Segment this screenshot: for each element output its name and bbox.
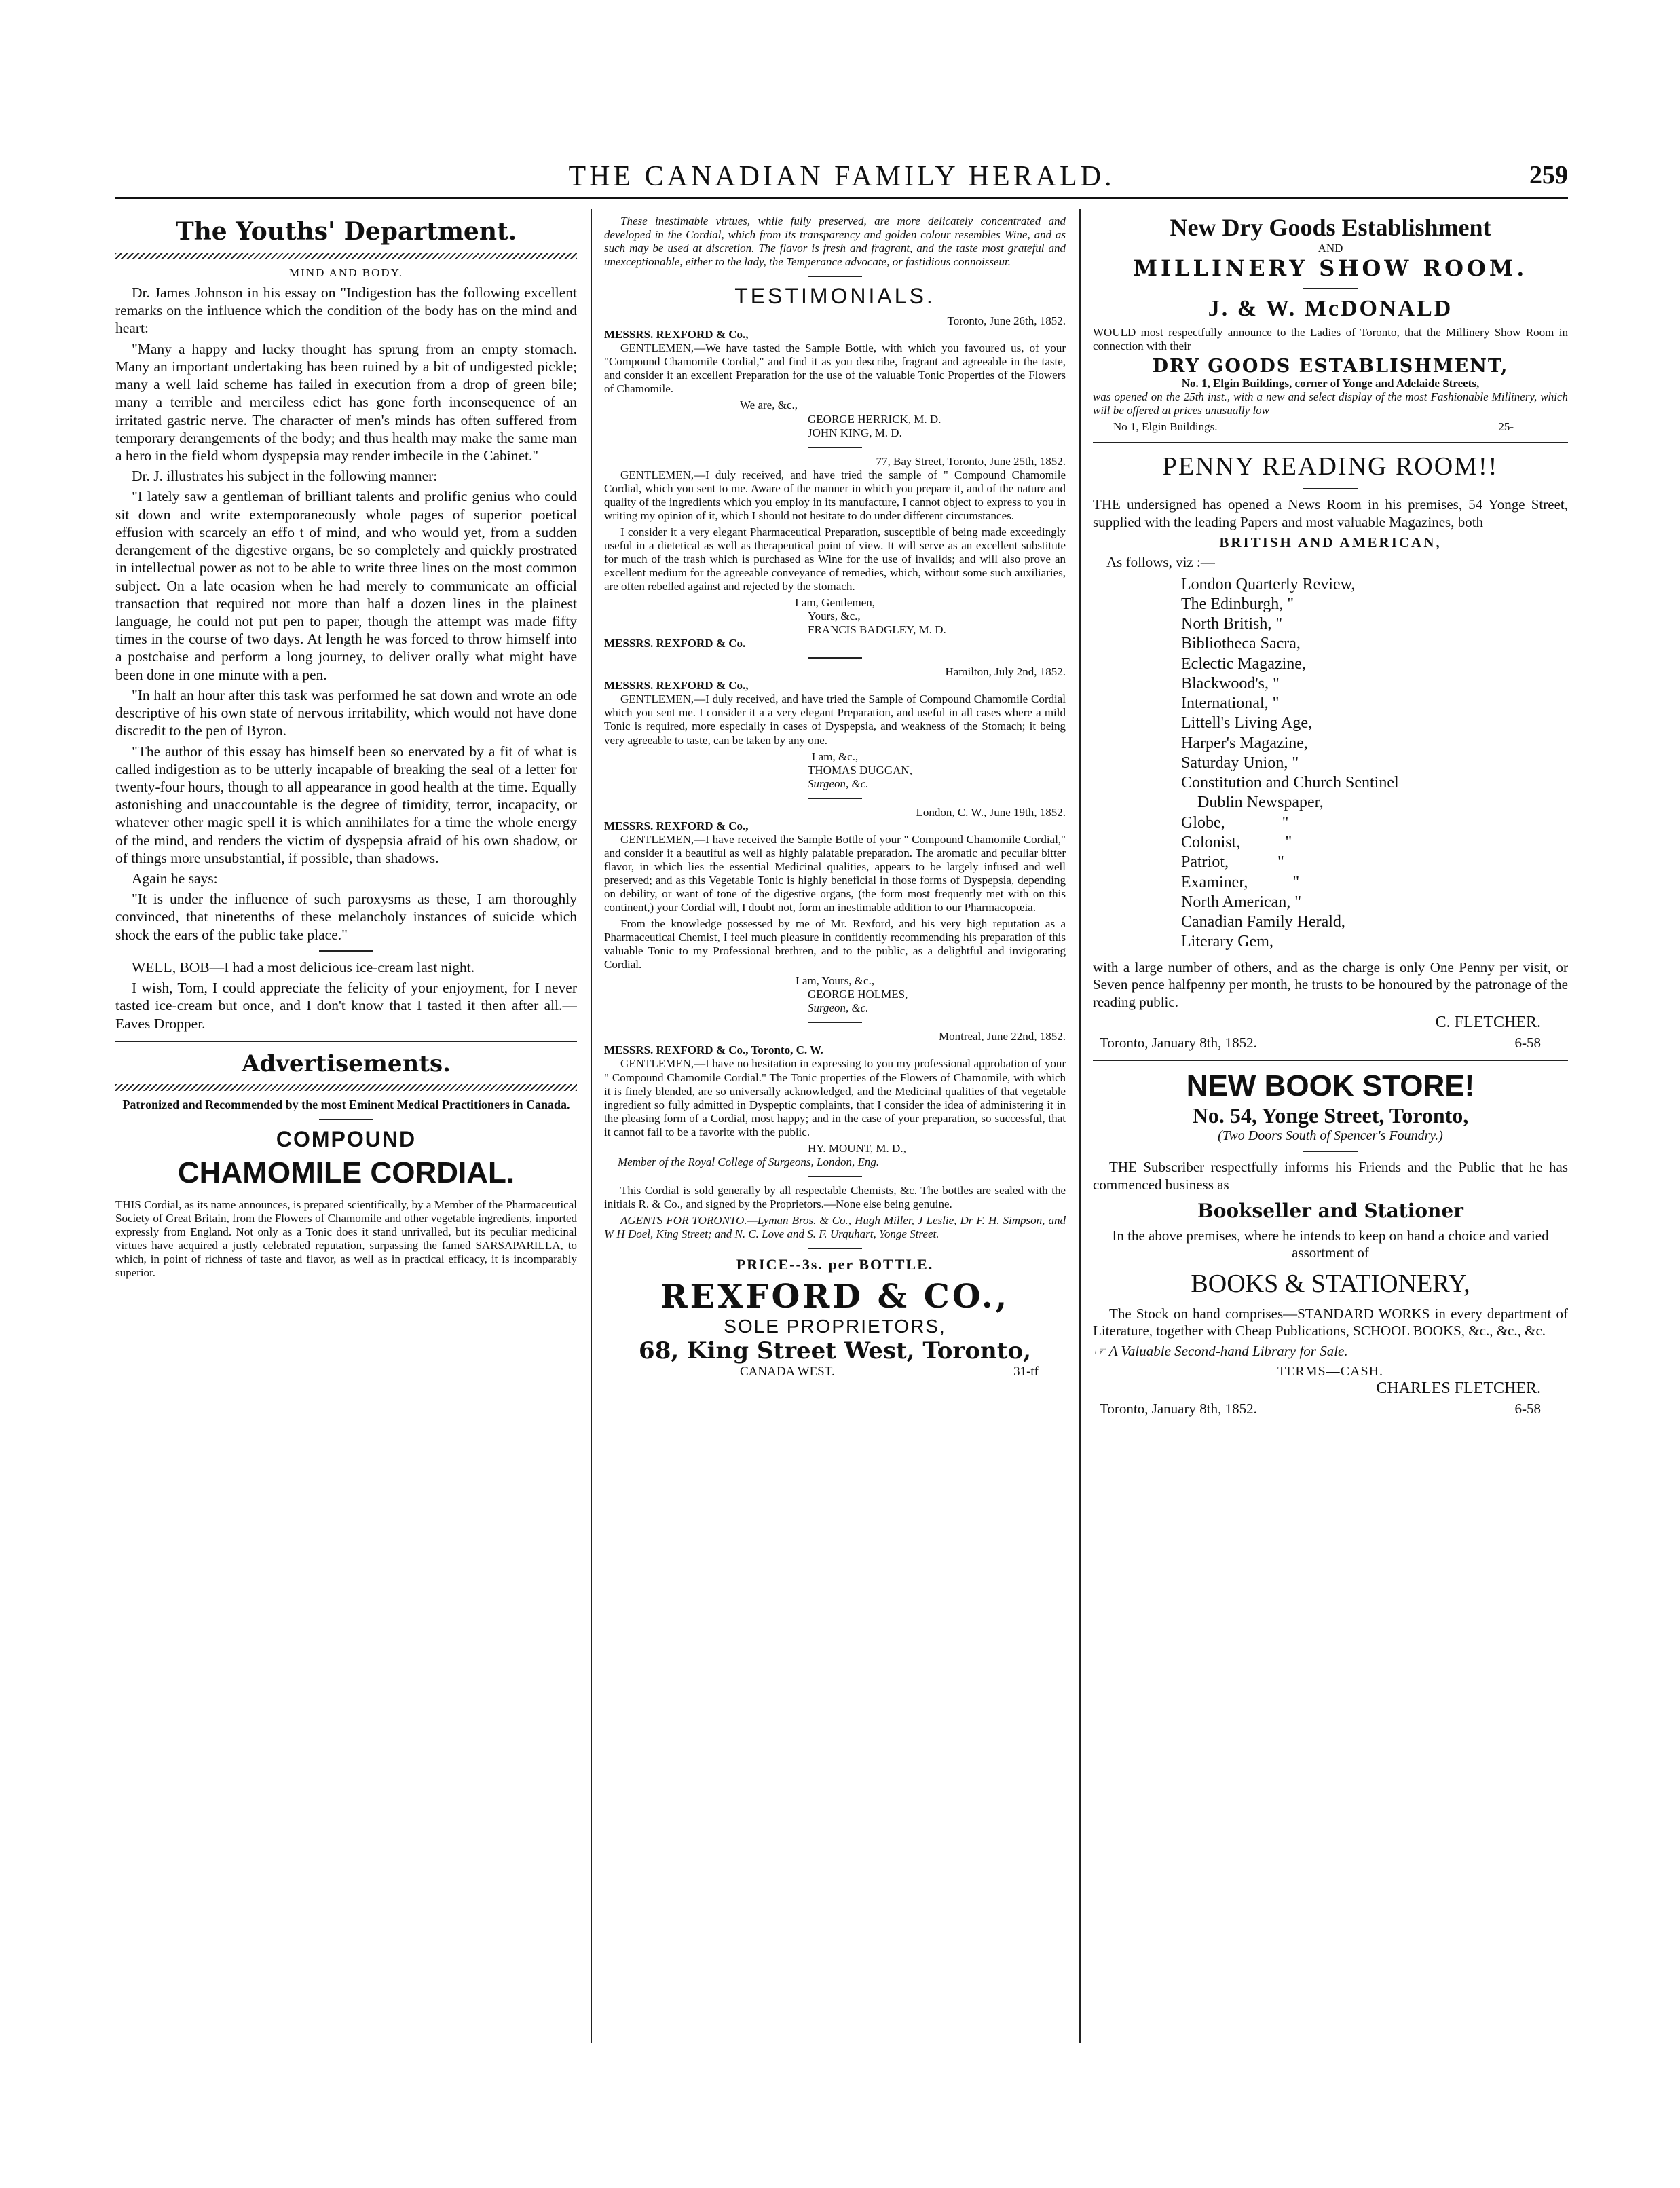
separator-rule [808, 1248, 862, 1249]
ad-body: THE Subscriber respectfully informs his Friends and the Public that he has commenced business as [1093, 1159, 1568, 1193]
testimonial-body: GENTLEMEN,—I have no hesitation in expressing to you my professional approbation of your " Compound Chamomile Cordial." The Tonic properties of the Flowers of Chamomile, with which it is finely blended, are so universally acknowledged, and the Medicinal qualities of that vegetable ingredient so fully admitted in Dyspeptic complaints, that I consider the idea of administering it in the pleasing form of a Cordial, most happy; and in the case of your preparation, so successful, that it cannot fail to be a favorite with the public. [604, 1057, 1066, 1138]
ad-date: Toronto, January 8th, 1852. [1100, 1401, 1257, 1417]
testimonial-body: From the knowledge possessed by me of Mr. Rexford, and his very high reputation as a Pharmaceutical Chemist, I feel much pleasure in confidently recommending his preparation of this valuable Tonic to my Professional brethren, and to the public, as a delightful and invigorating Cordial. [604, 917, 1066, 971]
ad-signature: CHARLES FLETCHER. [1376, 1379, 1541, 1398]
testimonial-signature: GEORGE HOLMES, [808, 988, 908, 1001]
periodicals-list [1093, 575, 1568, 952]
testimonial-body: GENTLEMEN,—I have received the Sample Bottle of your " Compound Chamomile Cordial," and consider it a beautiful as well as highly palatable preparation. The aromatic and peculiar bitter flavor, in which lies the essential Medicinal qualities, appears to be largely infused and well preserved; and as this Vegetable Tonic is highly beneficial in those forms of Dyspepsia, depending on debility, or want of tone of the digestive organs, (the form most frequently met with on this continent,) your Cordial will, I doubt not, form an inestimable addition to our Pharmacopœia. [604, 832, 1066, 914]
section-heading: The Youths' Department. [175, 217, 517, 246]
list-item: Harper's Magazine, [1181, 734, 1308, 752]
list-item: North American, " [1181, 893, 1302, 911]
price-line: PRICE--3s. per BOTTLE. [736, 1256, 934, 1274]
testimonial-date: Montreal, June 22nd, 1852. [939, 1030, 1066, 1043]
column-divider [1079, 209, 1081, 2043]
ad-title: New Dry Goods Establishment [1170, 214, 1491, 241]
testimonial-signature: GEORGE HERRICK, M. D. [808, 412, 941, 426]
testimonial-closing: I am, Yours, &c., [795, 974, 875, 988]
sole-proprietors: SOLE PROPRIETORS, [724, 1316, 946, 1337]
paragraph: Dr. James Johnson in his essay on "Indigestion has the following excellent remarks on the influence which the condition of the body has on the mind and heart: [115, 284, 577, 337]
list-item: Eclectic Magazine, [1181, 654, 1306, 673]
ad-subtitle: MILLINERY SHOW ROOM. [1133, 255, 1528, 282]
ad-compound: COMPOUND [276, 1126, 417, 1151]
separator-rule [808, 1176, 862, 1177]
list-item: North British, " [1181, 615, 1283, 633]
separator-rule [808, 798, 862, 799]
ad-body: The Stock on hand comprises—STANDARD WORKS in every department of Literature, together with Cheap Publications, SCHOOL BOOKS, &c., &c., &c. [1093, 1305, 1568, 1339]
list-item: International, " [1181, 694, 1280, 713]
testimonials-heading: TESTIMONIALS. [734, 284, 935, 309]
firm-name: REXFORD & CO., [660, 1278, 1010, 1316]
paragraph: "It is under the influence of such paroxysms as these, I am thoroughly convinced, that ninetenths of these melancholy instances of suicide which shock the ears of the public take place." [115, 891, 577, 943]
canada-west: CANADA WEST. [740, 1365, 835, 1379]
ad-title: NEW BOOK STORE! [1186, 1069, 1475, 1103]
column-advertisements [1093, 209, 1568, 2043]
testimonial-signature: FRANCIS BADGLEY, M. D. [808, 623, 946, 637]
separator-rule [1093, 1060, 1568, 1061]
ad-code: 25- [1498, 420, 1514, 434]
cordial-description: THIS Cordial, as its name announces, is prepared scientifically, by a Member of the Pharmaceutical Society of Great Britain, from the Flowers of Chamomile and other vegetable ingredients, imported expressly from England. Not only as a Tonic does it stand unrivalled, but its peculiar medicinal virtues have acquired a justly celebrated reputation, surpassing the famed SARSAPARILLA, to which, in point of richness of taste and flavor, as well as in practical efficacy, it is incomparably superior. [115, 1198, 577, 1280]
ad-and: AND [1318, 242, 1343, 255]
ad-books-stationery: BOOKS & STATIONERY, [1191, 1269, 1470, 1298]
separator-rule [319, 1119, 373, 1120]
anecdote-line: WELL, BOB—I had a most delicious ice-cream last night. [132, 959, 475, 976]
testimonial-closing: I am, &c., [811, 749, 859, 763]
testimonial-body: GENTLEMEN,—We have tasted the Sample Bottle, with which you favoured us, of your "Compound Chamomile Cordial," and find it as you describe, fragrant and agreeable in the taste, and consider it an excellent Preparation for the use of the valuable Tonic Properties of the Flowers of Chamomile. [604, 341, 1066, 396]
testimonial-body: I consider it a very elegant Pharmaceutical Preparation, susceptible of being made exceedingly useful in a dietetical as well as therapeutical point of view. It will serve as an excellent substitute for much of the trash which is purchased as Wine for the use of invalids; and will also prove an excellent medium for the agreeable conveyance of remedies, which, without some such auxiliaries, are often rebelled against and rejected by the stomach. [604, 525, 1066, 593]
testimonial-closing: I am, Gentlemen, [794, 596, 875, 610]
separator-rule [115, 1041, 577, 1042]
newspaper-page [115, 156, 1568, 2043]
ad-trade: Bookseller and Stationer [1197, 1199, 1463, 1222]
testimonial-body: GENTLEMEN,—I duly received, and have tried the sample of " Compound Chamomile Cordial, which you sent to me. Aware of the manner in which you prepare it, and of the nature and quality of the ingredients which you employ in its manufacture, I cannot object to express to you in writing my opinion of it, which I should not hesitate to do under different circumstances. [604, 468, 1066, 522]
list-item: Dublin Newspaper, [1181, 794, 1324, 812]
newspaper-title: THE CANADIAN FAMILY HERALD. [568, 161, 1115, 192]
list-item: Constitution and Church Sentinel [1181, 774, 1399, 792]
ornamental-rule [115, 253, 577, 259]
ad-terms: TERMS—CASH. [1277, 1364, 1384, 1379]
ad-body: THE undersigned has opened a News Room in his premises, 54 Yonge Street, supplied with the leading Papers and most valuable Magazines, both [1093, 496, 1568, 530]
ad-signature: C. FLETCHER. [1435, 1014, 1541, 1032]
ad-subheading: BRITISH AND AMERICAN, [1219, 534, 1442, 551]
separator-rule [319, 950, 373, 952]
testimonial-addressee: MESSRS. REXFORD & Co., [604, 328, 749, 341]
ornamental-rule [115, 1084, 577, 1091]
ad-footer: No 1, Elgin Buildings. [1113, 420, 1218, 434]
column-youths-department [115, 209, 577, 2043]
list-item: Saturday Union, " [1181, 754, 1299, 772]
firm-address: 68, King Street West, Toronto, [639, 1337, 1031, 1365]
separator-rule [808, 657, 862, 659]
paragraph: Dr. J. illustrates his subject in the following manner: [132, 468, 438, 485]
testimonial-date: 77, Bay Street, Toronto, June 25th, 1852. [876, 454, 1066, 468]
sold-notice: This Cordial is sold generally by all respectable Chemists, &c. The bottles are sealed with the initials R. & Co., and signed by the Proprietors.—None else being genuine. [604, 1183, 1066, 1210]
separator-rule [1303, 288, 1358, 289]
testimonial-date: London, C. W., June 19th, 1852. [916, 805, 1066, 819]
paragraph: "I lately saw a gentleman of brilliant talents and prolific genius who could sit down and write extemporaneously whole pages of superior poetical effusion with scarcely an effo t of mind, and who would yet, from a sudden derangement of the digestive organs, be so completely and quickly prostrated in intellectual power as not to be able to write three lines on the most common subject. On a late ocasion when he had merely to communicate an official transaction that required not more than half a dozen lines in the plainest language, he could not put pen to paper, though the attempt was made fifty times in the course of two days. At length he was forced to throw himself into a postchaise and perform a long journey, to deliver orally what might have been done in one minute with a pen. [115, 488, 577, 683]
testimonial-body: GENTLEMEN,—I duly received, and have tried the Sample of Compound Chamomile Cordial which you sent me. I consider it a a very elegant Preparation, and useful in all cases where a mild Tonic is required, more especially in cases of Dyspepsia, and weakness of the Stomach; it being very agreeable to taste, can be taken by any one. [604, 692, 1066, 747]
separator-rule [1093, 442, 1568, 443]
list-item: The Edinburgh, " [1181, 595, 1294, 613]
ad-code: 6-58 [1514, 1401, 1541, 1417]
advertisements-heading: Advertisements. [242, 1050, 451, 1077]
separator-rule [1303, 488, 1358, 489]
testimonial-closing: Yours, &c., [808, 610, 861, 623]
ad-library: ☞ A Valuable Second-hand Library for Sale. [1093, 1343, 1348, 1360]
paragraph: Again he says: [132, 870, 218, 887]
separator-rule [1303, 1151, 1358, 1152]
separator-rule [808, 276, 862, 277]
cordial-intro: These inestimable virtues, while fully preserved, are more delicately concentrated and developed in the Cordial, which from its transparency and golden colour resembles Wine, and as such may be used at discretion. The flavor is fresh and fragrant, and the taste most grateful and unexceptionable, either to the lady, the Temperance advocate, or fastidious connoisseur. [604, 215, 1066, 269]
list-item: Canadian Family Herald, [1181, 913, 1345, 931]
testimonial-signature: THOMAS DUGGAN, [808, 763, 912, 777]
ad-body: with a large number of others, and as the charge is only One Penny per visit, or Seven pence halfpenny per month, he trusts to be honoured by the patronage of the reading public. [1093, 959, 1568, 1010]
list-item: Patriot, " [1181, 853, 1284, 872]
list-item: Blackwood's, " [1181, 674, 1280, 692]
column-divider [591, 209, 592, 2043]
list-item: London Quarterly Review, [1181, 575, 1356, 593]
testimonial-signature: HY. MOUNT, M. D., [808, 1141, 906, 1155]
article-title: MIND AND BODY. [289, 266, 403, 279]
testimonial-addressee: MESSRS. REXFORD & Co., Toronto, C. W. [604, 1043, 823, 1057]
ad-establishment: DRY GOODS ESTABLISHMENT, [1152, 356, 1509, 377]
patronized-line: Patronized and Recommended by the most Eminent Medical Practitioners in Canada. [122, 1097, 570, 1111]
ad-body: WOULD most respectfully announce to the Ladies of Toronto, that the Millinery Show Room in connection with their [1093, 326, 1568, 353]
list-item: Littell's Living Age, [1181, 714, 1312, 733]
ad-firm: J. & W. McDONALD [1208, 296, 1453, 322]
list-item: Colonist, " [1181, 834, 1292, 851]
testimonial-title: Surgeon, &c. [808, 777, 869, 790]
testimonial-title: Surgeon, &c. [808, 1001, 869, 1015]
ad-premises: In the above premises, where he intends to keep on hand a choice and varied assortment of [1112, 1227, 1549, 1261]
list-item: Bibliotheca Sacra, [1181, 635, 1301, 653]
ad-chamomile-cordial: CHAMOMILE CORDIAL. [177, 1155, 515, 1189]
list-item: Globe, " [1181, 813, 1289, 832]
testimonial-addressee: MESSRS. REXFORD & Co., [604, 819, 749, 832]
running-header [115, 156, 1568, 190]
ad-title: PENNY READING ROOM!! [1162, 452, 1499, 481]
agents-notice: AGENTS FOR TORONTO.—Lyman Bros. & Co., Hugh Miller, J Leslie, Dr F. H. Simpson, and W H Doel, King Street; and N. C. Love and S. F. Urquhart, Yonge Street. [604, 1213, 1066, 1240]
ad-address: No. 54, Yonge Street, Toronto, [1192, 1103, 1469, 1128]
ad-location: No. 1, Elgin Buildings, corner of Yonge and Adelaide Streets, [1181, 377, 1480, 390]
testimonial-date: Hamilton, July 2nd, 1852. [945, 665, 1066, 679]
testimonial-signature: JOHN KING, M. D. [808, 426, 902, 439]
paragraph: "The author of this essay has himself been so enervated by a fit of what is called indigestion as to be utterly incapable of breaking the seal of a letter for twenty-four hours, though to all appearance in good health at the time. Equally astonishing and unaccountable is the degree of timidity, terror, incapacity, or whatever other magic spell it is which annihilates for a time the whole energy of the mind, and renders the victim of dyspepsia afraid of his own shadow, or of things more unsubstantial, if possible, than shadows. [115, 743, 577, 866]
separator-rule [808, 1022, 862, 1023]
header-rule [115, 197, 1568, 199]
page-number: 259 [1529, 161, 1568, 189]
list-item: Literary Gem, [1181, 933, 1273, 951]
paragraph: "Many a happy and lucky thought has sprung from an empty stomach. Many an important undertaking has been ruined by a bit of undigested pickle; many a well laid scheme has failed in execution from a drop of green bile; many a terrible and merciless edict has gone forth inconsequence of an irritated gastric nerve. The character of men's minds has often suffered from temporary derangements of the body; and thus health may make the same man a hero in the field whom dyspepsia may render imbecile in the Cabinet." [115, 340, 577, 464]
testimonial-date: Toronto, June 26th, 1852. [947, 314, 1066, 328]
ad-date: Toronto, January 8th, 1852. [1100, 1035, 1257, 1052]
ad-follows: As follows, viz :— [1106, 553, 1215, 570]
list-item: Examiner, " [1181, 873, 1300, 891]
separator-rule [808, 447, 862, 448]
ad-body: was opened on the 25th inst., with a new and select display of the most Fashionable Millinery, which will be offered at prices unusually low [1093, 390, 1568, 418]
testimonial-addressee: MESSRS. REXFORD & Co. [604, 637, 746, 650]
testimonial-addressee: MESSRS. REXFORD & Co., [604, 679, 749, 692]
paragraph: "In half an hour after this task was performed he sat down and wrote an ode descriptive of his own state of nervous irritability, which would not have done discredit to the pen of Byron. [115, 686, 577, 739]
column-testimonials [604, 209, 1066, 2043]
ad-directions: (Two Doors South of Spencer's Foundry.) [1218, 1128, 1443, 1144]
ad-code: 31-tf [1013, 1365, 1039, 1379]
anecdote-line: I wish, Tom, I could appreciate the felicity of your enjoyment, for I never tasted ice-cream but once, and I don't know that I tasted it then after all.—Eaves Dropper. [115, 980, 577, 1032]
testimonial-title: Member of the Royal College of Surgeons, London, Eng. [618, 1155, 880, 1168]
testimonial-closing: We are, &c., [740, 398, 798, 412]
ad-code: 6-58 [1514, 1035, 1541, 1052]
